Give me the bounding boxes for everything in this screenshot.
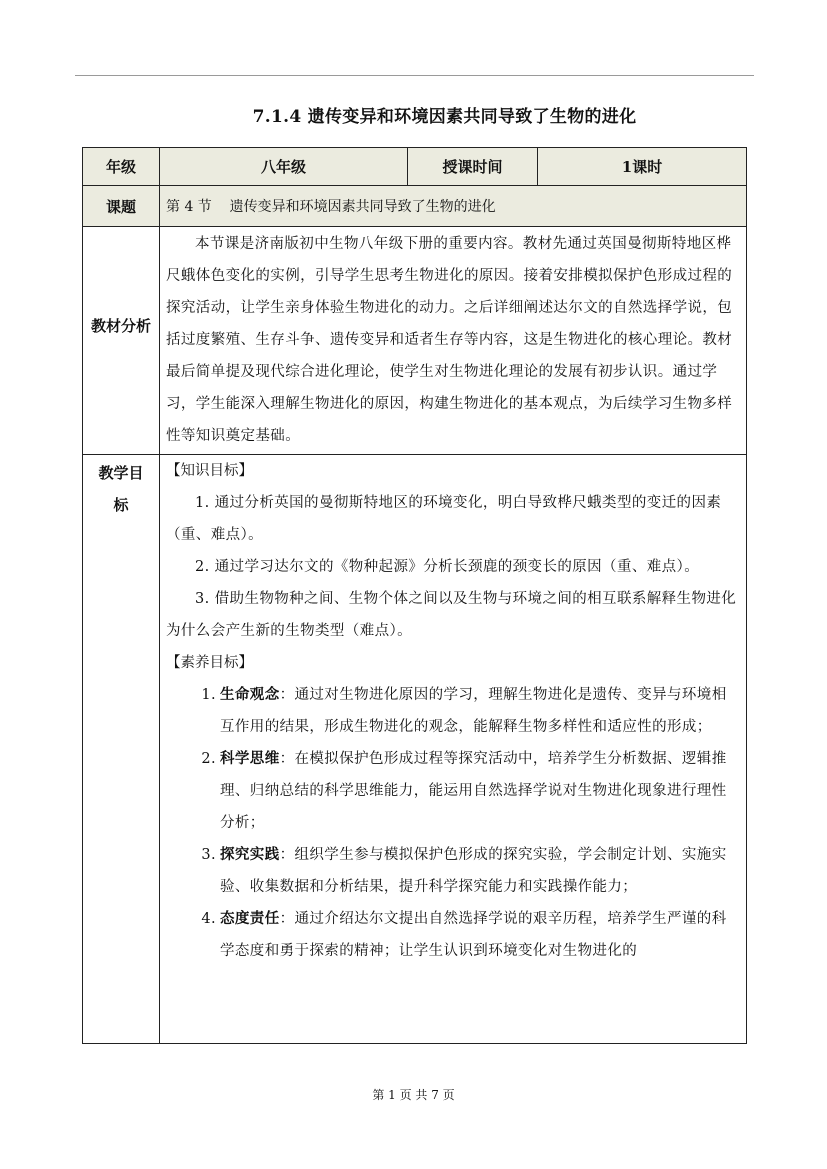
- grade-label: 年级: [83, 148, 160, 186]
- literacy-item-text: ：组织学生参与模拟保护色形成的探究实验，学会制定计划、实施实验、收集数据和分析结果，提升科学探究能力和实践操作能力；: [220, 847, 727, 895]
- literacy-item-number: 4.: [201, 911, 216, 927]
- goals-label-cell: [83, 455, 160, 1044]
- analysis-text: 本节课是济南版初中生物八年级下册的重要内容。教材先通过英国曼彻斯特地区桦尺蛾体色变化的实例，引导学生思考生物进化的原因。接着安排模拟保护色形成过程的探究活动，让学生亲身体验生物进化的动力。之后详细阐述达尔文的自然选择学说，包括过度繁殖、生存斗争、遗传变异和适者生存等内容，这是生物进化的核心理论。教材最后简单提及现代综合进化理论，使学生对生物进化理论的发展有初步认识。通过学习，学生能深入理解生物进化的原因，构建生物进化的基本观点，为后续学习生物多样性等知识奠定基础。: [166, 236, 733, 444]
- literacy-item-term: 态度责任: [220, 910, 280, 927]
- literacy-item-term: 生命观念: [220, 686, 280, 703]
- grade-row: [83, 148, 747, 186]
- literacy-item-number: 1.: [201, 687, 216, 703]
- literacy-item: [160, 903, 746, 967]
- topic-label: 课题: [83, 186, 160, 227]
- knowledge-item: 1. 通过分析英国的曼彻斯特地区的环境变化，明白导致桦尺蛾类型的变迁的因素（重、难点）。: [166, 495, 722, 543]
- literacy-item-text: ：通过对生物进化原因的学习，理解生物进化是遗传、变异与环境相互作用的结果，形成生物进化的观念，能解释生物多样性和适应性的形成；: [220, 687, 727, 735]
- analysis-cell: [160, 227, 747, 455]
- analysis-label-cell: [83, 227, 160, 455]
- literacy-item: [160, 839, 746, 903]
- time-label: 授课时间: [408, 148, 538, 186]
- goals-label: 教学目标: [98, 464, 144, 514]
- literacy-item-term: 科学思维: [220, 750, 280, 767]
- topic-value: 第 4 节 遗传变异和环境因素共同导致了生物的进化: [166, 199, 496, 215]
- literacy-item-body: [220, 839, 738, 903]
- literacy-item: [160, 679, 746, 743]
- topic-cell: [160, 186, 747, 227]
- literacy-item-body: [220, 903, 738, 967]
- analysis-row: [83, 227, 747, 455]
- lesson-plan-table: [82, 147, 747, 1044]
- goals-cell: [160, 455, 747, 1044]
- literacy-item-term: 探究实践: [220, 846, 280, 863]
- time-value: 1课时: [538, 148, 747, 186]
- literacy-item-text: ：在模拟保护色形成过程等探究活动中，培养学生分析数据、逻辑推理、归纳总结的科学思维能力，能运用自然选择学说对生物进化现象进行理性分析；: [220, 751, 727, 831]
- knowledge-item: 3. 借助生物物种之间、生物个体之间以及生物与环境之间的相互联系解释生物进化为什么会产生新的生物类型（难点）。: [166, 591, 737, 639]
- literacy-item-body: [220, 743, 738, 839]
- literacy-item-text: ：通过介绍达尔文提出自然选择学说的艰辛历程，培养学生严谨的科学态度和勇于探索的精神；让学生认识到环境变化对生物进化的: [220, 911, 727, 959]
- knowledge-heading: 【知识目标】: [166, 463, 253, 479]
- header-rule: [75, 75, 754, 76]
- analysis-label: 教材分析: [91, 317, 152, 335]
- literacy-heading: 【素养目标】: [166, 655, 253, 671]
- grade-value: 八年级: [160, 148, 408, 186]
- page-footer: 第 1 页 共 7 页: [372, 1088, 455, 1102]
- literacy-item-number: 2.: [201, 751, 216, 767]
- knowledge-item: 2. 通过学习达尔文的《物种起源》分析长颈鹿的颈变长的原因（重、难点）。: [195, 559, 700, 575]
- literacy-item-number: 3.: [201, 847, 216, 863]
- goals-row: [83, 455, 747, 1044]
- literacy-item-body: [220, 679, 738, 743]
- topic-row: [83, 186, 747, 227]
- page-title: 7.1.4 遗传变异和环境因素共同导致了生物的进化: [252, 107, 637, 127]
- literacy-item: [160, 743, 746, 839]
